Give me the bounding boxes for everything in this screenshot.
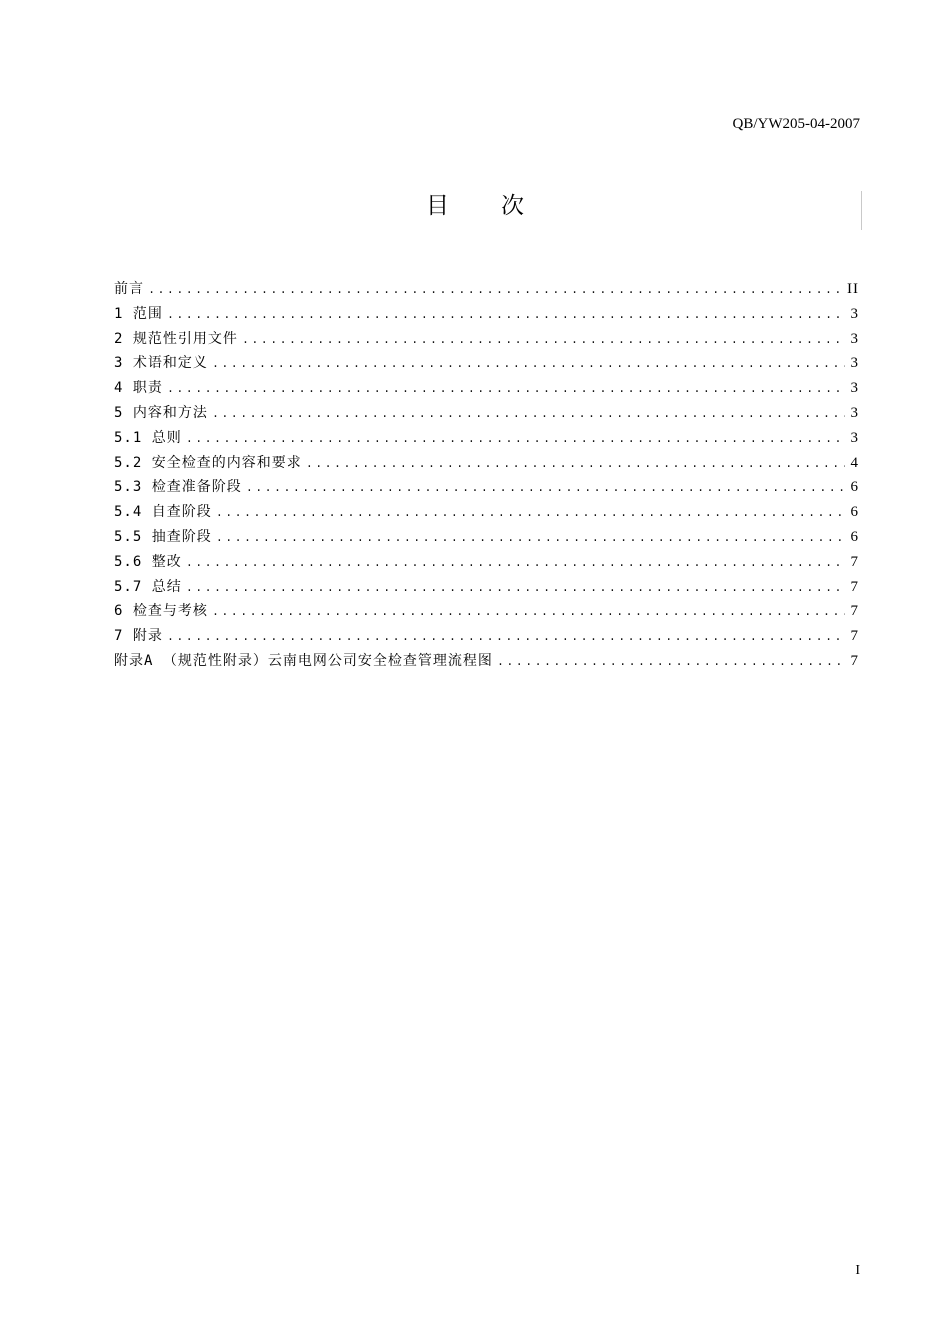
table-of-contents bbox=[114, 277, 859, 674]
toc-dot-leader bbox=[186, 427, 845, 452]
toc-entry-label: 5 内容和方法 bbox=[114, 404, 208, 421]
toc-entry-spot-check-stage[interactable] bbox=[114, 525, 859, 550]
toc-entry-page: 6 bbox=[850, 528, 859, 545]
toc-entry-label: 5.3 检查准备阶段 bbox=[114, 479, 242, 496]
toc-entry-summary[interactable] bbox=[114, 575, 859, 600]
toc-dot-leader bbox=[148, 278, 841, 303]
toc-entry-label: 4 职责 bbox=[114, 380, 163, 397]
toc-entry-page: II bbox=[847, 281, 859, 297]
toc-entry-inspection-assessment[interactable] bbox=[114, 599, 859, 624]
toc-entry-label: 5.4 自查阶段 bbox=[114, 504, 212, 521]
page-edge-rule bbox=[861, 191, 862, 230]
toc-entry-appendix-a[interactable] bbox=[114, 649, 859, 674]
toc-entry-page: 7 bbox=[850, 652, 859, 669]
toc-dot-leader bbox=[216, 526, 845, 551]
toc-entry-label: 5.5 抽查阶段 bbox=[114, 528, 212, 545]
toc-entry-page: 4 bbox=[850, 454, 859, 471]
toc-dot-leader bbox=[497, 650, 845, 675]
toc-entry-label: 6 检查与考核 bbox=[114, 603, 208, 620]
toc-entry-label: 2 规范性引用文件 bbox=[114, 330, 238, 347]
toc-entry-label: 5.7 总结 bbox=[114, 578, 182, 595]
toc-entry-label: 1 范围 bbox=[114, 305, 163, 322]
toc-entry-rectification[interactable] bbox=[114, 550, 859, 575]
toc-entry-label: 5.6 整改 bbox=[114, 553, 182, 570]
toc-entry-page: 7 bbox=[850, 603, 859, 620]
toc-entry-content-methods[interactable] bbox=[114, 401, 859, 426]
toc-entry-terms-definitions[interactable] bbox=[114, 351, 859, 376]
toc-entry-page: 3 bbox=[850, 330, 859, 347]
toc-entry-page: 6 bbox=[850, 479, 859, 496]
toc-entry-page: 3 bbox=[850, 380, 859, 397]
toc-dot-leader bbox=[212, 600, 845, 625]
toc-dot-leader bbox=[167, 303, 845, 328]
toc-entry-page: 7 bbox=[850, 578, 859, 595]
page-number: I bbox=[855, 1263, 860, 1278]
toc-entry-label: 前言 bbox=[114, 281, 144, 297]
toc-dot-leader bbox=[186, 576, 845, 601]
toc-dot-leader bbox=[306, 452, 845, 477]
toc-entry-normative-references[interactable] bbox=[114, 327, 859, 352]
toc-entry-page: 3 bbox=[850, 404, 859, 421]
toc-entry-preface[interactable] bbox=[114, 277, 859, 302]
toc-dot-leader bbox=[212, 402, 845, 427]
toc-entry-label: 5.1 总则 bbox=[114, 429, 182, 446]
toc-entry-general-principles[interactable] bbox=[114, 426, 859, 451]
toc-dot-leader bbox=[186, 551, 845, 576]
toc-dot-leader bbox=[167, 625, 845, 650]
toc-dot-leader bbox=[246, 476, 845, 501]
toc-entry-page: 7 bbox=[850, 628, 859, 645]
toc-entry-label: 5.2 安全检查的内容和要求 bbox=[114, 454, 302, 471]
toc-entry-preparation-stage[interactable] bbox=[114, 475, 859, 500]
toc-dot-leader bbox=[216, 501, 845, 526]
page-title: 目次 bbox=[426, 193, 576, 219]
toc-entry-label: 附录A （规范性附录）云南电网公司安全检查管理流程图 bbox=[114, 652, 493, 669]
document-code: QB/YW205-04-2007 bbox=[732, 116, 860, 132]
toc-dot-leader bbox=[167, 377, 845, 402]
toc-dot-leader bbox=[242, 328, 845, 353]
toc-entry-label: 3 术语和定义 bbox=[114, 355, 208, 372]
toc-entry-page: 3 bbox=[850, 429, 859, 446]
toc-entry-scope[interactable] bbox=[114, 302, 859, 327]
toc-entry-inspection-requirements[interactable] bbox=[114, 451, 859, 476]
toc-entry-page: 7 bbox=[850, 553, 859, 570]
toc-dot-leader bbox=[212, 352, 845, 377]
toc-entry-appendix[interactable] bbox=[114, 624, 859, 649]
toc-entry-page: 3 bbox=[850, 355, 859, 372]
toc-entry-page: 3 bbox=[850, 305, 859, 322]
toc-entry-label: 7 附录 bbox=[114, 628, 163, 645]
toc-entry-responsibilities[interactable] bbox=[114, 376, 859, 401]
toc-entry-page: 6 bbox=[850, 504, 859, 521]
toc-entry-self-check-stage[interactable] bbox=[114, 500, 859, 525]
